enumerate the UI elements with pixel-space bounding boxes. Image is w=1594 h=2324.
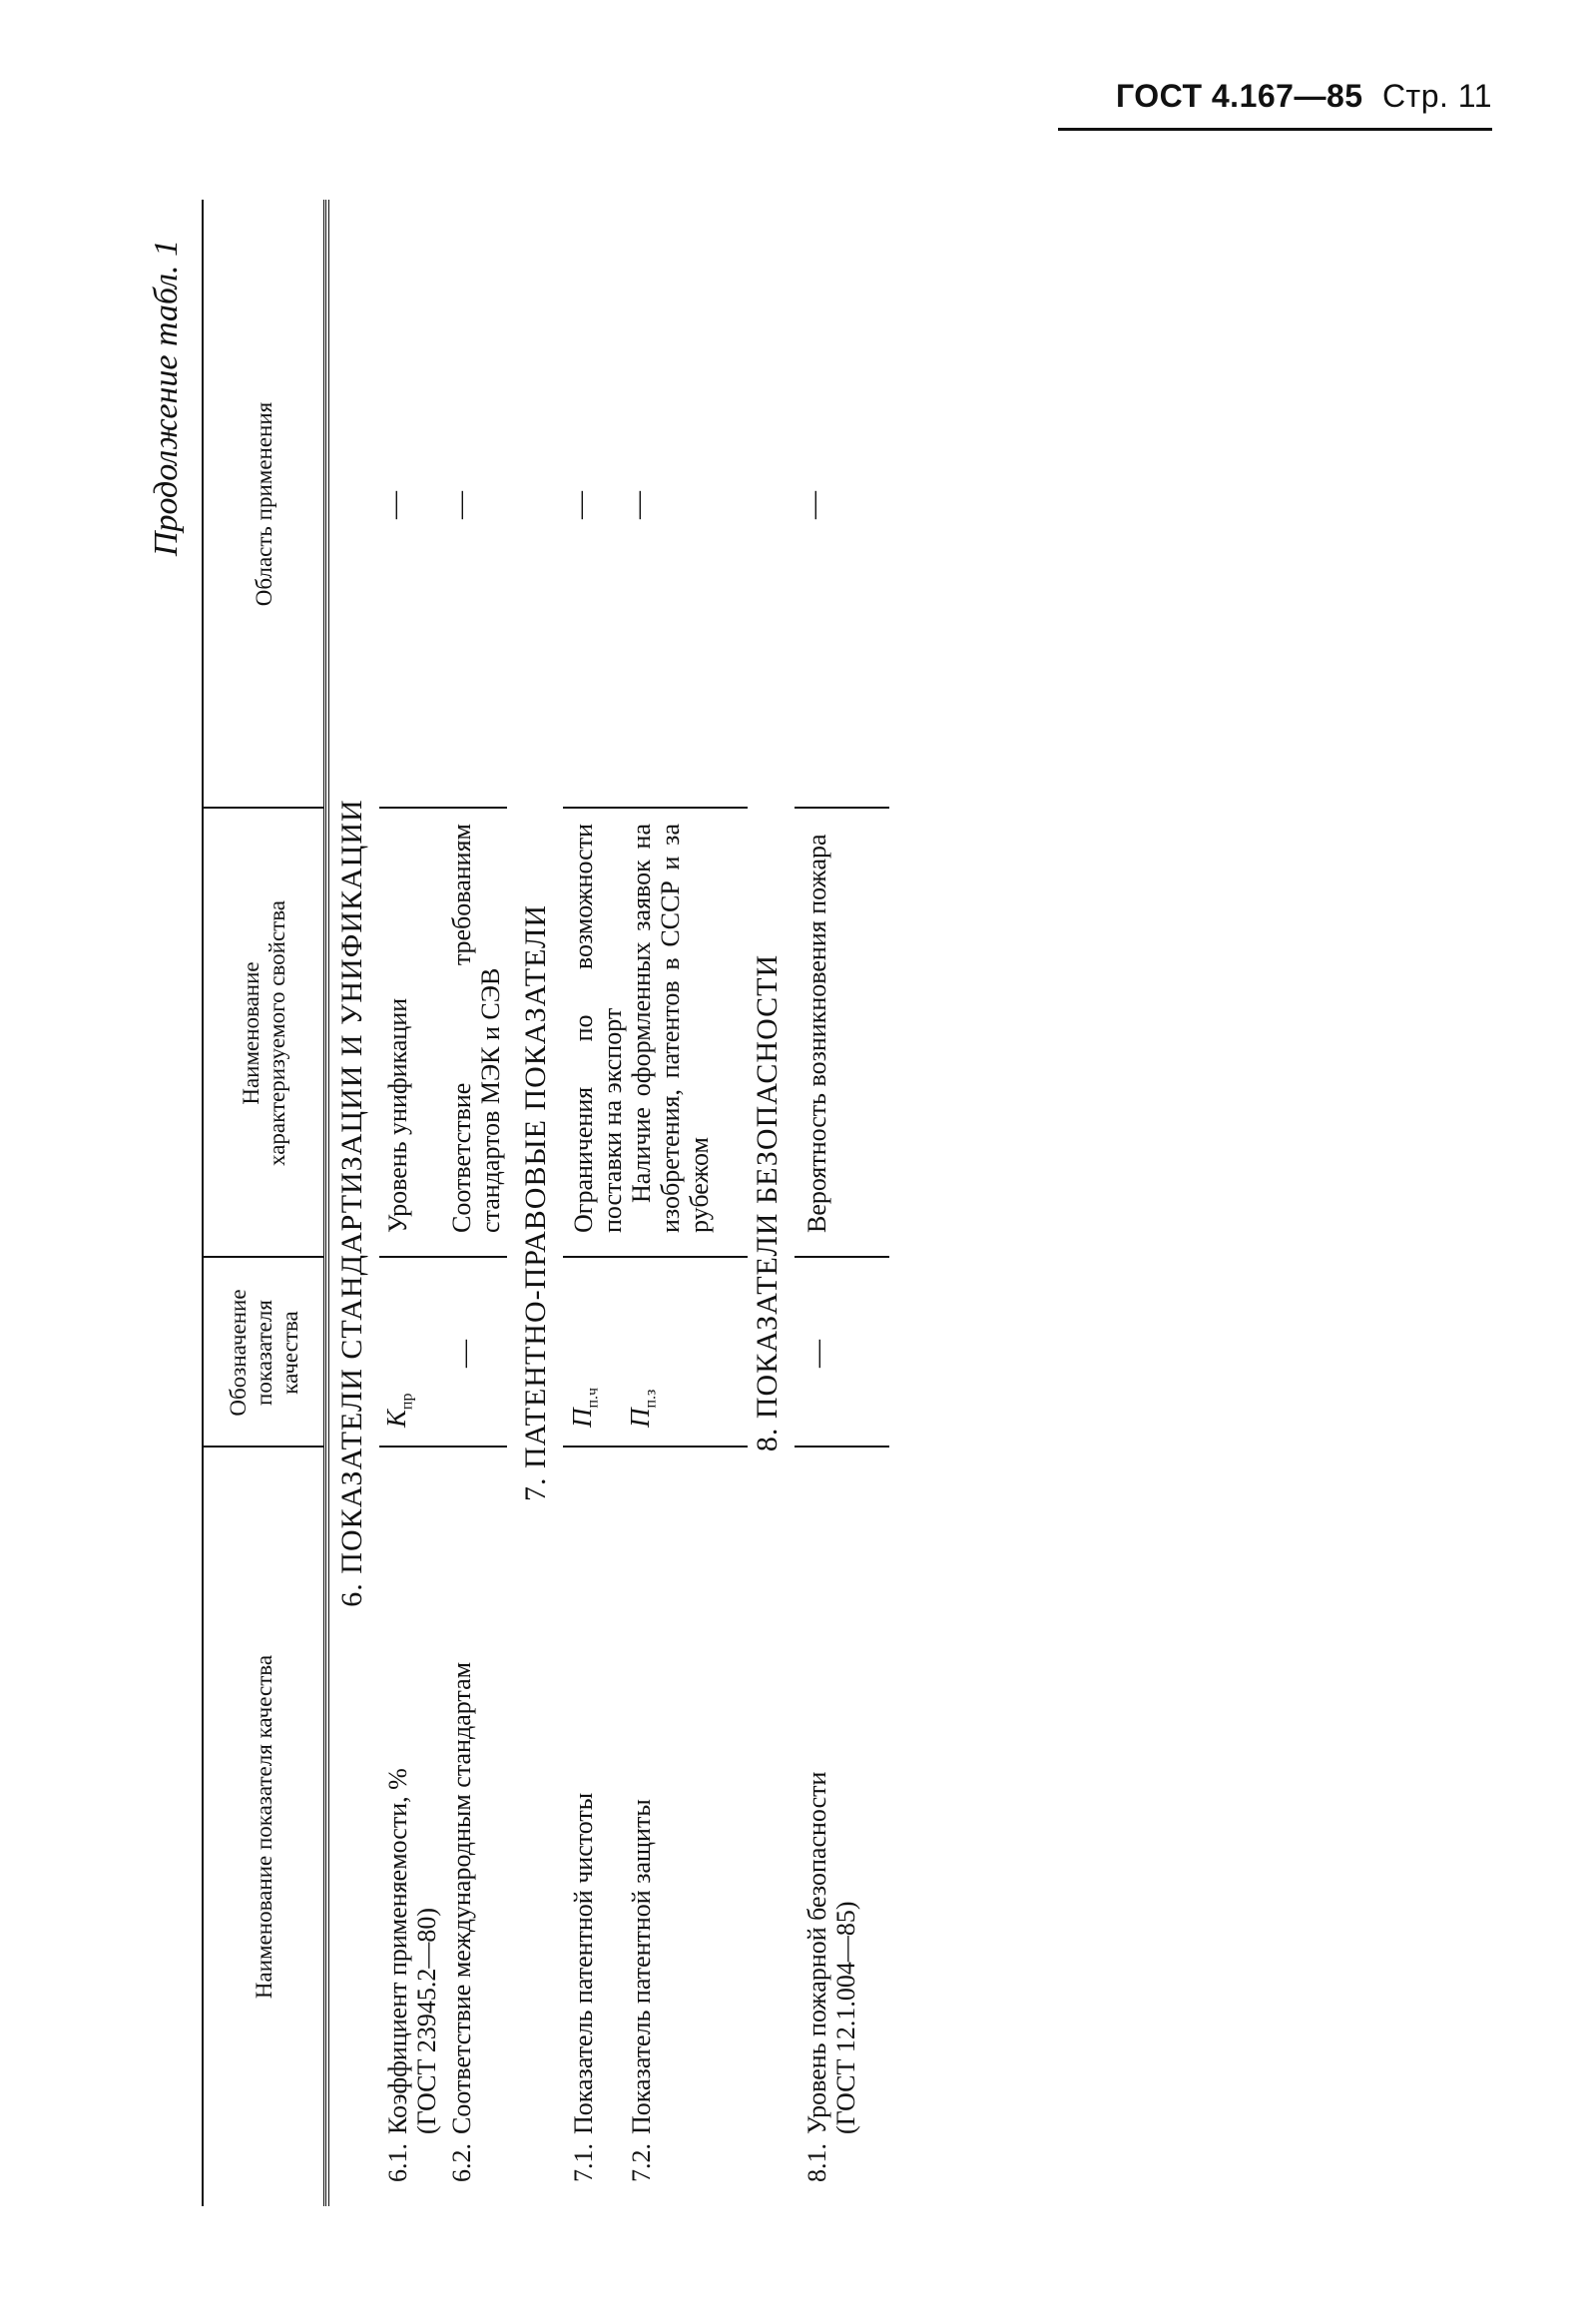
row-divider [379,1256,507,1258]
row-property: Соответствие требованиям стандартов МЭК и СЭВ [447,824,505,1233]
header-divider [202,1446,323,1448]
row-divider [795,807,889,809]
rotated-table [140,200,1332,2206]
row-number: 6.2. [447,2143,476,2182]
row-number: 6.1. [383,2143,412,2182]
row-divider [563,1256,748,1258]
row-scope: — [798,491,829,519]
row-scope: — [623,491,654,519]
row-name: Показатель патентной чистоты [569,1792,598,2134]
section-title: 6. ПОКАЗАТЕЛИ СТАНДАРТИЗАЦИИ И УНИФИКАЦИИ [335,799,368,1607]
section-title: 7. ПАТЕНТНО-ПРАВОВЫЕ ПОКАЗАТЕЛИ [519,903,552,1502]
page-header [1058,78,1492,115]
rotated-table-frame [140,200,1332,2206]
column-header-property: Наименование характеризуемого свойства [238,900,289,1166]
header-double-rule [323,200,329,2206]
header-rule [1058,128,1492,131]
row-symbol: $П_{п.з}$ [625,1389,660,1428]
row-property: Уровень унификации [383,997,412,1233]
column-header-scope: Область применения [251,401,276,607]
row-symbol: $П_{п.ч}$ [567,1387,602,1428]
row-divider [563,807,748,809]
table-caption: Продолжение табл. 1 [148,240,185,557]
row-number: 7.2. [627,2143,656,2182]
row-scope: — [565,491,596,519]
row-name: Уровень пожарной безопасности (ГОСТ 12.1.004—85) [802,1771,860,2134]
row-divider [379,1446,507,1448]
row-property: Ограничения по возможности поставки на экспорт [569,824,627,1233]
row-symbol: — [802,1340,833,1368]
row-divider [795,1446,889,1448]
row-divider [795,1256,889,1258]
header-divider [202,1256,323,1258]
column-header-designation: Обозначение показателя качества [225,1289,302,1417]
row-divider [379,807,507,809]
row-name: Коэффициент применяемости, % (ГОСТ 23945.2—80) [383,1768,441,2134]
section-title: 8. ПОКАЗАТЕЛИ БЕЗОПАСНОСТИ [751,953,784,1452]
row-name: Соответствие международным стандартам [447,1661,476,2134]
document-code: ГОСТ 4.167—85 [1116,78,1363,114]
header-divider [202,807,323,809]
row-symbol: $К_{пр}$ [381,1393,416,1428]
row-number: 8.1. [802,2143,831,2182]
row-name: Показатель патентной защиты [627,1799,656,2134]
row-scope: — [445,491,476,519]
row-symbol: — [449,1340,480,1368]
column-header-name: Наименование показателя качества [251,1654,276,2000]
row-divider [563,1446,748,1448]
table-top-rule [202,200,204,2206]
page-number: Стр. 11 [1381,78,1492,114]
row-scope: — [379,491,410,519]
row-property: Вероятность возникновения пожара [802,834,831,1233]
row-number: 7.1. [569,2143,598,2182]
row-property: Наличие оформленных заявок на изобретения, патентов в СССР и за рубежом [627,824,714,1233]
